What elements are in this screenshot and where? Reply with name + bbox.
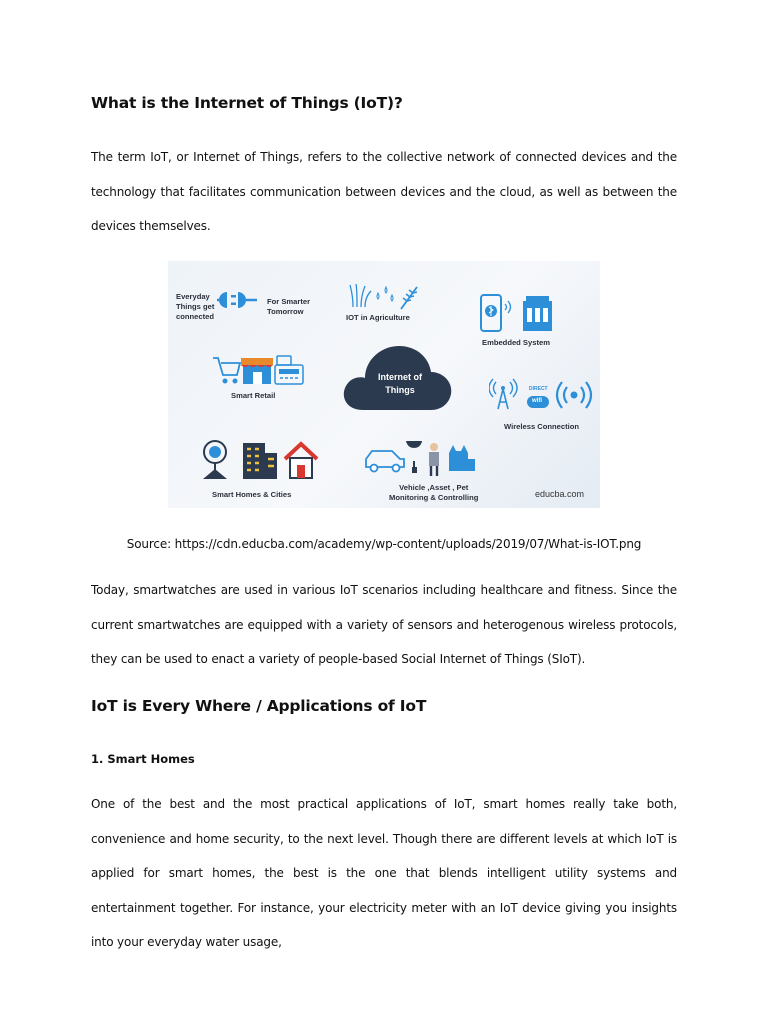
everyday-label: Everyday Things get connected	[176, 292, 215, 321]
agriculture-icon	[349, 283, 421, 311]
retail-icon	[212, 354, 308, 386]
paragraph-iot-definition: The term IoT, or Internet of Things, refers to the collective network of connected devices and the technology that facilitates communication between devices and the cloud, as well as between the devices themselves.	[91, 150, 677, 233]
smart-city-icon	[201, 439, 319, 481]
homes-label: Smart Homes & Cities	[212, 490, 292, 499]
embedded-label: Embedded System	[482, 338, 550, 347]
retail-label: Smart Retail	[231, 391, 276, 400]
plug-icon	[213, 289, 265, 311]
direct-badge: DIRECT	[529, 386, 548, 392]
heading-what-is-iot: What is the Internet of Things (IoT)?	[91, 94, 403, 112]
iot-infographic	[168, 261, 600, 508]
vehicle-label: Vehicle ,Asset , Pet Monitoring & Controlling	[389, 483, 479, 502]
figure-source-caption: Source: https://cdn.educba.com/academy/wp-content/uploads/2019/07/What-is-IOT.png	[126, 537, 642, 551]
cloud-label: Internet of Things	[378, 372, 422, 395]
smarter-label: For Smarter Tomorrow	[267, 297, 311, 316]
embedded-system-icon	[480, 294, 556, 334]
wifi-badge: wifi	[532, 398, 542, 404]
wireless-label: Wireless Connection	[504, 422, 580, 431]
vehicle-asset-pet-icon	[363, 441, 479, 477]
agriculture-label: IOT in Agriculture	[346, 313, 410, 322]
heading-smart-homes: 1. Smart Homes	[91, 752, 195, 766]
paragraph-smartwatches: Today, smartwatches are used in various IoT scenarios including healthcare and fitness. Since the current smartwatches are equipped with a variety of sensors and heterogenous wireless protocols, they can be used to enact a variety of people-based Social Internet of Things (SIoT).	[91, 583, 677, 666]
heading-applications: IoT is Every Where / Applications of IoT	[91, 697, 427, 715]
wireless-icon	[489, 378, 595, 412]
educba-watermark: educba.com	[535, 489, 585, 499]
paragraph-smart-homes: One of the best and the most practical applications of IoT, smart homes really take both, convenience and home security, to the next level. Though there are different levels at which IoT is applied for smart homes, the best is the one that blends intelligent utility systems and entertainment together. For instance, your electricity meter with an IoT device giving you insights into your everyday water usage,	[91, 797, 677, 949]
